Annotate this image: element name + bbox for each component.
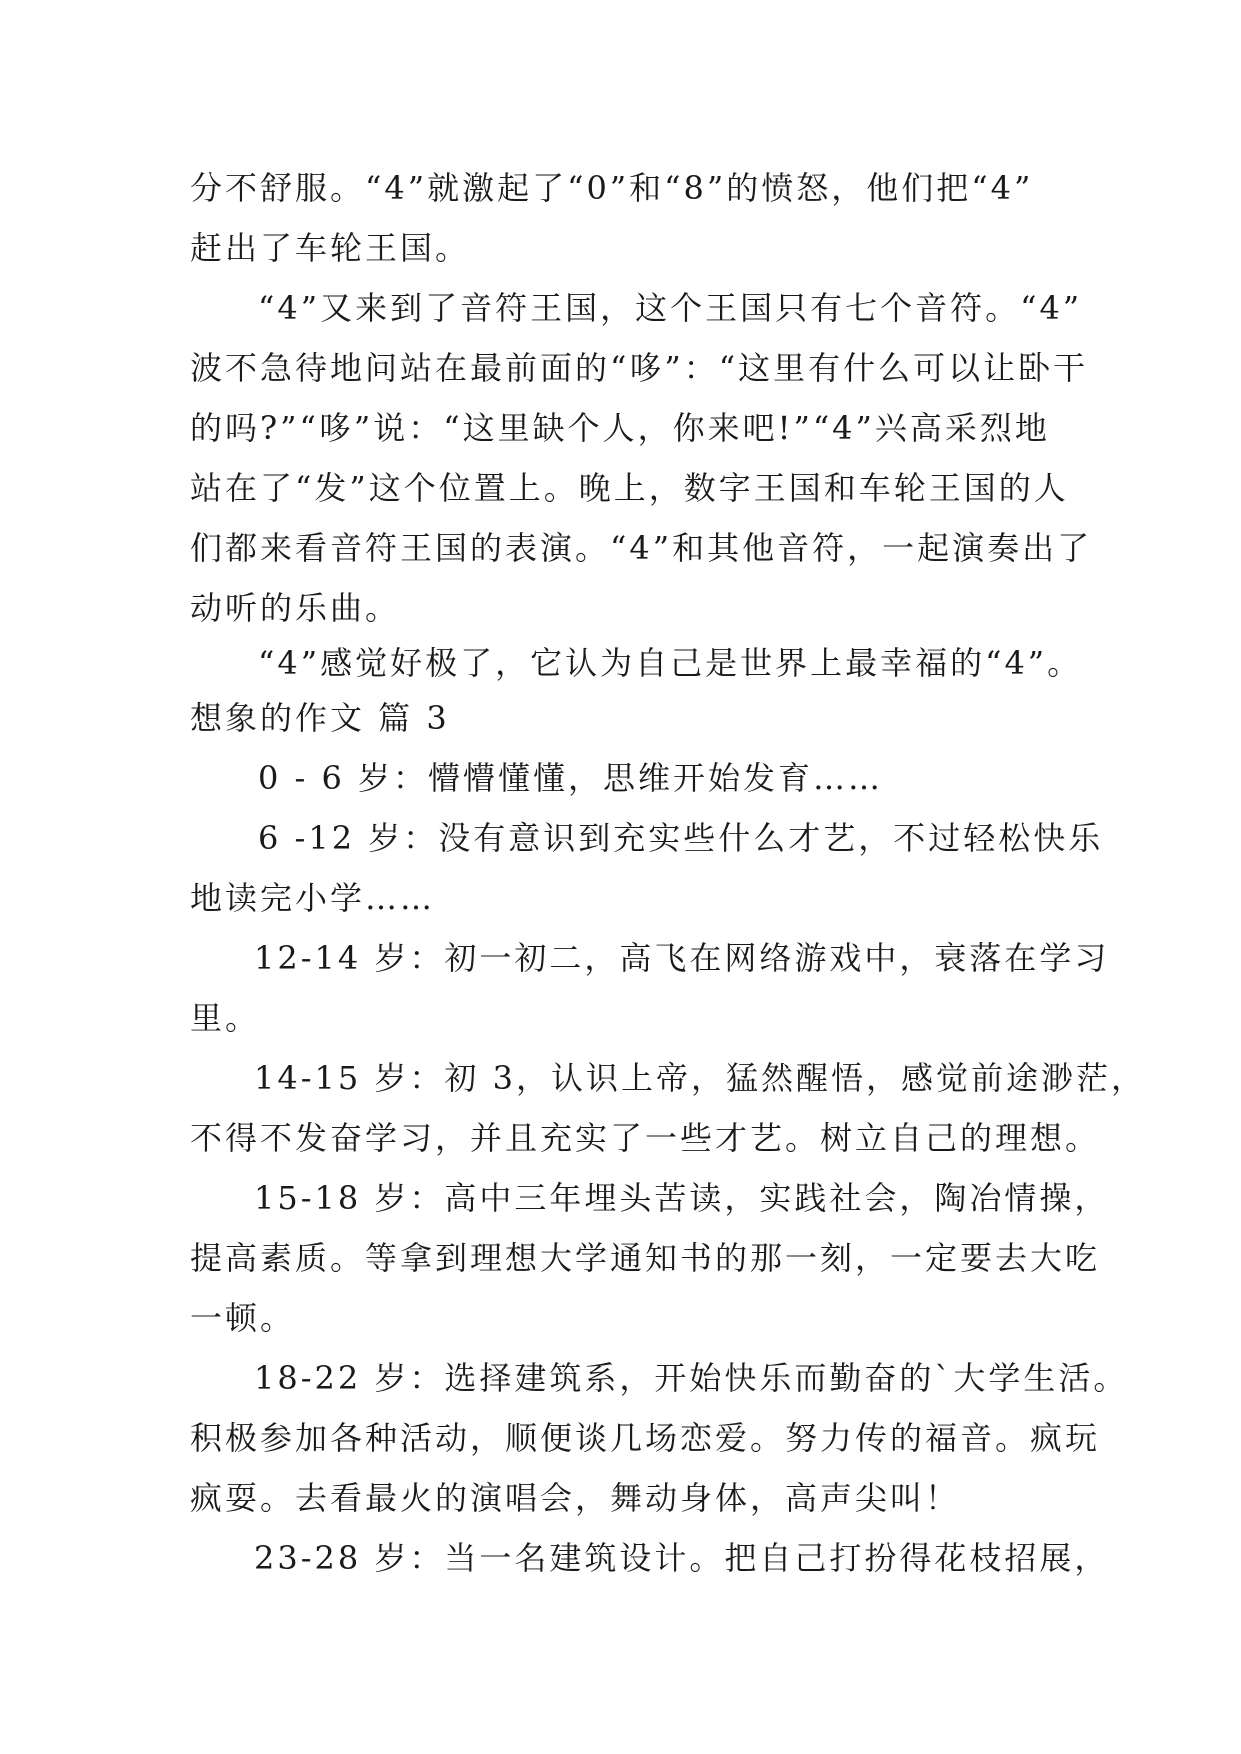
text-line: 0 - 6 岁：懵懵懂懂，思维开始发育……	[258, 759, 884, 797]
text-line: 动听的乐曲。	[190, 589, 401, 627]
text-line: 分不舒服。“4”就激起了“0”和“8”的愤怒，他们把“4”	[190, 169, 1034, 207]
text-line: 不得不发奋学习，并且充实了一些才艺。树立自己的理想。	[190, 1119, 1101, 1157]
text-line: 18-22 岁：选择建筑系，开始快乐而勤奋的`大学生活。	[254, 1359, 1129, 1397]
text-line: 们都来看音符王国的表演。“4”和其他音符，一起演奏出了	[190, 529, 1093, 567]
text-line: 赶出了车轮王国。	[190, 229, 471, 267]
text-line: 站在了“发”这个位置上。晚上，数字王国和车轮王国的人	[190, 469, 1069, 507]
text-line: 疯耍。去看最火的演唱会，舞动身体，高声尖叫！	[190, 1479, 961, 1517]
text-line: 一顿。	[190, 1299, 296, 1337]
text-line: 14-15 岁：初 3，认识上帝，猛然醒悟，感觉前途渺茫，	[254, 1059, 1146, 1097]
text-line: 提高素质。等拿到理想大学通知书的那一刻，一定要去大吃	[190, 1239, 1101, 1277]
text-line: 的吗?”“哆”说：“这里缺个人，你来吧!”“4”兴高采烈地	[190, 409, 1050, 447]
text-line: 6 -12 岁：没有意识到充实些什么才艺，不过轻松快乐	[258, 819, 1104, 857]
text-line: 12-14 岁：初一初二，高飞在网络游戏中，衰落在学习	[254, 939, 1110, 977]
text-line: 波不急待地问站在最前面的“哆”：“这里有什么可以让卧干	[190, 349, 1089, 387]
text-line: “4”感觉好极了，它认为自己是世界上最幸福的“4”。	[258, 644, 1083, 682]
text-line: “4”又来到了音符王国，这个王国只有七个音符。“4”	[258, 289, 1083, 327]
section-heading: 想象的作文 篇 3	[190, 699, 450, 737]
text-line: 23-28 岁：当一名建筑设计。把自己打扮得花枝招展，	[254, 1539, 1110, 1577]
text-line: 15-18 岁：高中三年埋头苦读，实践社会，陶冶情操，	[254, 1179, 1110, 1217]
text-line: 积极参加各种活动，顺便谈几场恋爱。努力传的福音。疯玩	[190, 1419, 1101, 1457]
text-line: 地读完小学……	[190, 879, 436, 917]
text-line: 里。	[190, 999, 261, 1037]
